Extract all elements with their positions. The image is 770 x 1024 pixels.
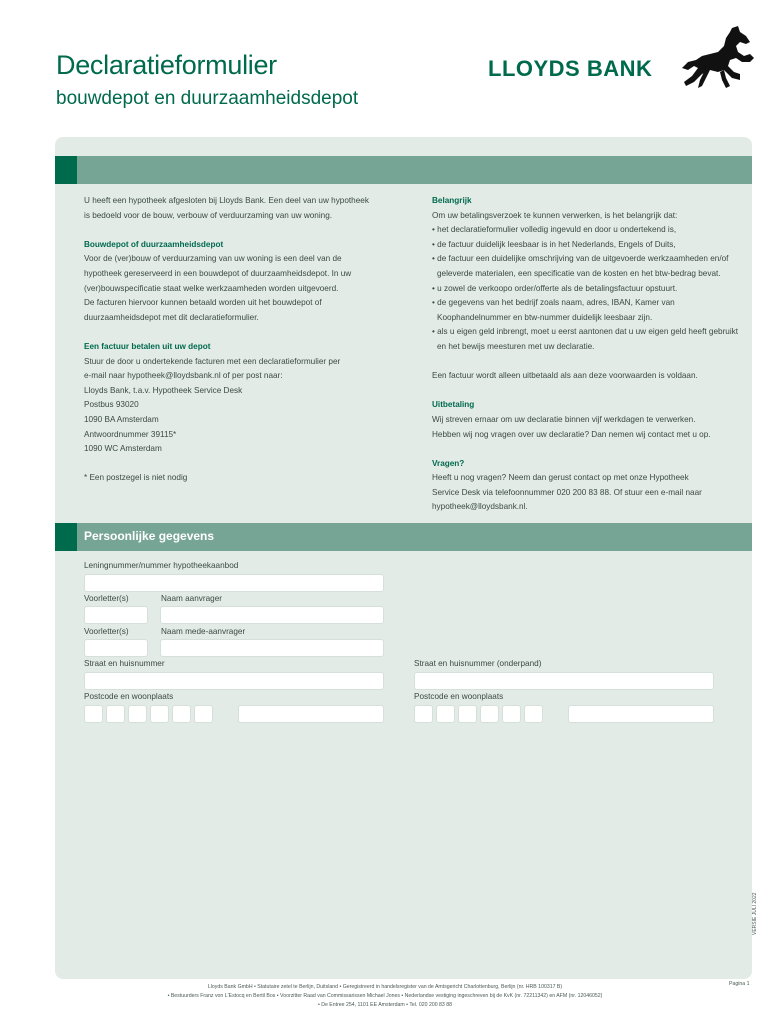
text-line: Een factuur wordt alleen uitbetaald als aan deze voorwaarden is voldaan.: [432, 371, 698, 381]
street-pledge-input[interactable]: [414, 672, 714, 690]
address-line: Antwoordnummer 39115*: [84, 429, 177, 439]
text-line: Stuur de door u ondertekende facturen met een declaratieformulier per: [84, 356, 341, 366]
street-pledge-label: Straat en huisnummer (onderpand): [414, 659, 542, 668]
version-label: VERSIE JULI 2022: [752, 892, 758, 935]
applicant-name-input[interactable]: [160, 606, 384, 624]
initials-input[interactable]: [84, 606, 148, 624]
list-item: • u zowel de verkoopo order/offerte als de betalingsfactuur opstuurt.: [432, 282, 740, 297]
initials-label: Voorletter(s): [84, 594, 129, 603]
heading-bouwdepot: Bouwdepot of duurzaamheidsdepot: [84, 239, 224, 249]
legal-footer: [100, 983, 670, 1010]
intro-left-column: [84, 194, 394, 486]
city-pledge-input[interactable]: [568, 705, 714, 723]
list-item: • het declaratieformulier volledig ingevuld en door u ondertekend is,: [432, 223, 740, 238]
section-title: Persoonlijke gegevens: [84, 529, 215, 543]
postcode-char-box[interactable]: [84, 705, 103, 723]
postcode-char-box[interactable]: [128, 705, 147, 723]
text-line: e-mail naar hypotheek@lloydsbank.nl of per post naar:: [84, 371, 283, 381]
postcode-pledge-char-box[interactable]: [502, 705, 521, 723]
text-line: duurzaamheidsdepot met dit declaratieformulier.: [84, 312, 259, 322]
address-line: 1090 WC Amsterdam: [84, 444, 162, 454]
heading-factuur-betalen: Een factuur betalen uit uw depot: [84, 341, 211, 351]
heading-vragen: Vragen?: [432, 458, 465, 468]
postcode-char-box[interactable]: [106, 705, 125, 723]
postcode-pledge-char-box[interactable]: [458, 705, 477, 723]
text-line: Heeft u nog vragen? Neem dan gerust contact op met onze Hypotheek: [432, 473, 689, 483]
text-line: Service Desk via telefoonnummer 020 200 83 88. Of stuur een e-mail naar: [432, 487, 702, 497]
lloyds-bank-logo: [488, 26, 760, 96]
applicant-name-label: Naam aanvrager: [161, 594, 222, 603]
co-applicant-name-input[interactable]: [160, 639, 384, 657]
address-line: Postbus 93020: [84, 400, 139, 410]
co-initials-label: Voorletter(s): [84, 627, 129, 636]
postcode-char-box[interactable]: [150, 705, 169, 723]
loan-number-input[interactable]: [84, 574, 384, 592]
text-line: Wij streven ernaar om uw declaratie binnen vijf werkdagen te verwerken.: [432, 414, 696, 424]
text-line: Om uw betalingsverzoek te kunnen verwerken, is het belangrijk dat:: [432, 210, 678, 220]
page-title: Declaratieformulier: [56, 50, 277, 80]
postcode-label: Postcode en woonplaats: [84, 692, 174, 701]
list-item: • als u eigen geld inbrengt, moet u eerst aantonen dat u uw eigen geld heeft gebruikt en het bewijs meesturen met uw declaratie.: [432, 325, 740, 354]
address-line: 1090 BA Amsterdam: [84, 414, 159, 424]
text-line: De facturen hiervoor kunnen betaald worden uit het bouwdepot of: [84, 298, 322, 308]
address-line: Lloyds Bank, t.a.v. Hypotheek Service Desk: [84, 385, 243, 395]
footer-line: Lloyds Bank GmbH • Statutaire zetel te Berlijn, Duitsland • Geregistreerd in handelsregister van de Amtsgericht Charlottenburg, Berlijn (nr. HRB 100317 B): [207, 984, 563, 990]
postcode-pledge-char-box[interactable]: [524, 705, 543, 723]
page-subtitle: bouwdepot en duurzaamheidsdepot: [56, 88, 359, 109]
footer-line: • De Entree 254, 1101 EE Amsterdam • Tel. 020 200 83 88: [317, 1002, 453, 1008]
street-input[interactable]: [84, 672, 384, 690]
text-line: Hebben wij nog vragen over uw declaratie? Dan nemen wij contact met u op.: [432, 429, 711, 439]
requirements-list: [432, 223, 740, 354]
street-label: Straat en huisnummer: [84, 659, 165, 668]
text-line: Voor de (ver)bouw of verduurzaming van uw woning is een deel van de: [84, 254, 342, 264]
footnote: * Een postzegel is niet nodig: [84, 473, 188, 483]
text-line: hypotheek gereserveerd in een bouwdepot of duurzaamheidsdepot. In uw: [84, 268, 352, 278]
footer-line: • Bestuurders Franz von L'Estocq en Bertil Bos • Voorzitter Raad van Commissarissen Michael Jones • Nederlandse vestiging ingeschreven bij de KvK (nr. 72211342) en AFM (nr. 12046052): [167, 993, 603, 999]
section-tab: [55, 523, 77, 551]
postcode-pledge-char-box[interactable]: [436, 705, 455, 723]
text-line: hypotheek@lloydsbank.nl.: [432, 502, 528, 512]
page-number: Pagina 1: [729, 981, 750, 987]
co-initials-input[interactable]: [84, 639, 148, 657]
heading-belangrijk: Belangrijk: [432, 196, 472, 205]
black-horse-icon: [680, 26, 754, 90]
postcode-char-box[interactable]: [172, 705, 191, 723]
city-input[interactable]: [238, 705, 384, 723]
list-item: • de factuur een duidelijke omschrijving van de uitgevoerde werkzaamheden en/of geleverde materialen, een specificatie van de kosten en het btw-bedrag bevat.: [432, 252, 740, 281]
intro-right-column: [432, 194, 740, 515]
postcode-pledge-char-box[interactable]: [480, 705, 499, 723]
intro-text-line: U heeft een hypotheek afgesloten bij Lloyds Bank. Een deel van uw hypotheek: [84, 196, 369, 205]
logo-text: LLOYDS BANK: [488, 56, 653, 81]
intro-section-bar: [55, 156, 752, 184]
co-applicant-name-label: Naam mede-aanvrager: [161, 627, 246, 636]
heading-uitbetaling: Uitbetaling: [432, 400, 475, 410]
intro-text-line: is bedoeld voor de bouw, verbouw of verduurzaming van uw woning.: [84, 210, 333, 220]
postcode-char-box[interactable]: [194, 705, 213, 723]
postcode-pledge-char-box[interactable]: [414, 705, 433, 723]
list-item: • de factuur duidelijk leesbaar is in het Nederlands, Engels of Duits,: [432, 238, 740, 253]
list-item: • de gegevens van het bedrijf zoals naam, adres, IBAN, Kamer van Koophandelnummer en btw-nummer duidelijk leesbaar zijn.: [432, 296, 740, 325]
section-tab: [55, 156, 77, 184]
personal-details-section-bar: [55, 523, 752, 551]
postcode-pledge-label: Postcode en woonplaats: [414, 692, 504, 701]
text-line: (ver)bouwspecificatie staat welke werkzaamheden worden uitgevoerd.: [84, 283, 339, 293]
loan-number-label: Leningnummer/nummer hypotheekaanbod: [84, 561, 239, 570]
